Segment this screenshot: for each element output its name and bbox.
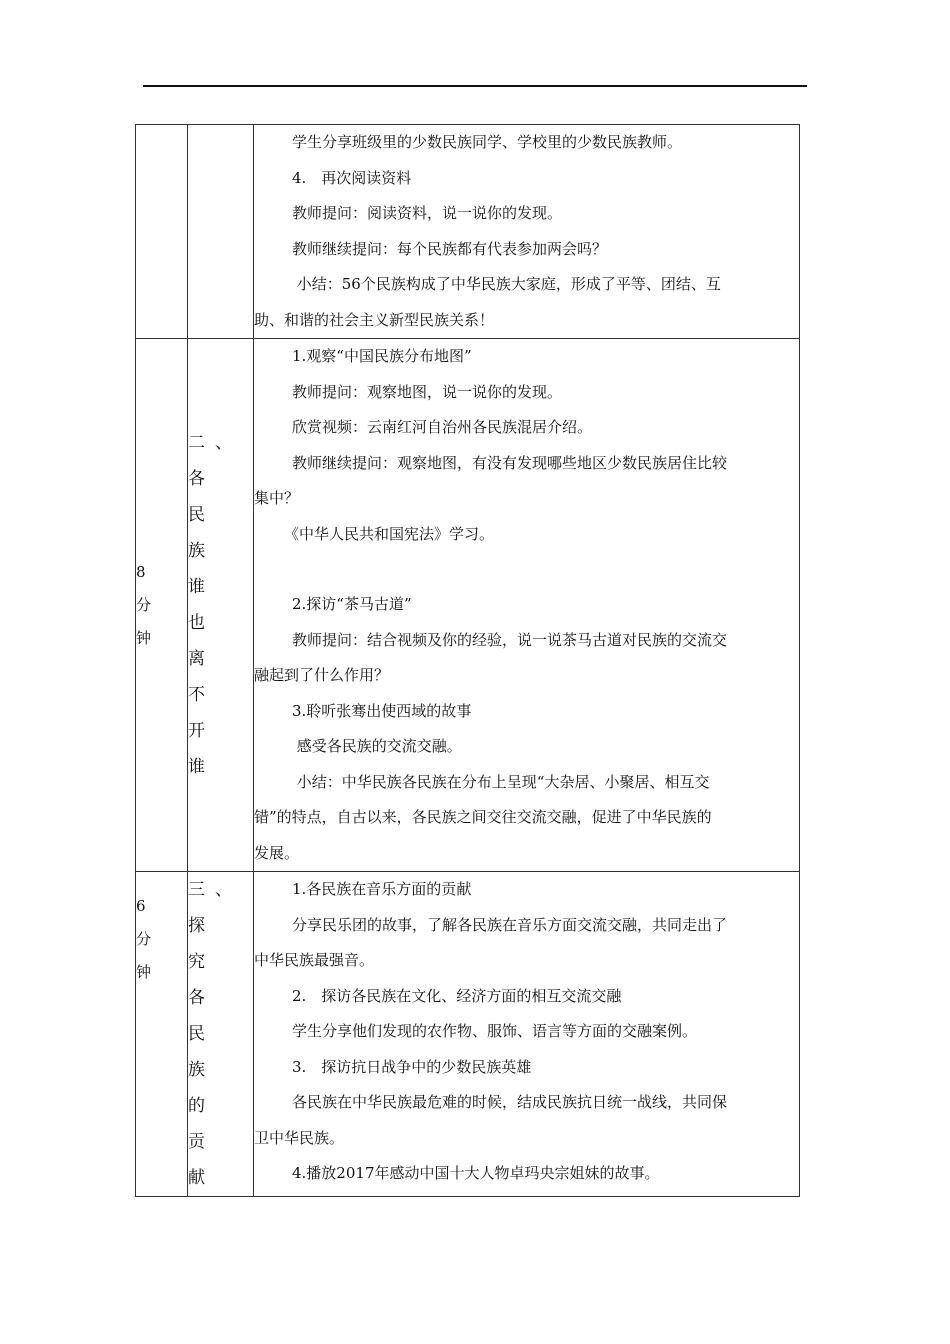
content-line: 小结：中华民族各民族在分布上呈现“大杂居、小聚居、相互交 <box>292 772 710 791</box>
content-line: 集中？ <box>254 489 300 507</box>
content-line: 教师提问：阅读资料，说一说你的发现。 <box>292 204 563 222</box>
content-cell <box>254 339 800 872</box>
content-line: 各民族在中华民族最危难的时候，结成民族抗日统一战线，共同保 <box>292 1093 728 1111</box>
content-line: 3. 探访抗日战争中的少数民族英雄 <box>292 1057 532 1076</box>
stage-label: 各 民 <box>188 988 215 1044</box>
stage-label: 谁 <box>188 757 215 777</box>
time-label: 钟 <box>136 963 160 981</box>
stage-label: 二、 <box>188 433 242 453</box>
stage-label: 三、 <box>188 880 242 900</box>
stage-label: 也 离 <box>188 613 215 669</box>
content-line: 发展。 <box>254 843 300 862</box>
content-line: 感受各民族的交流交融。 <box>292 737 462 755</box>
content-cell <box>254 872 800 1197</box>
content-line: 欣赏视频：云南红河自治州各民族混居介绍。 <box>292 418 593 436</box>
content-line: 4.播放2017年感动中国十大人物卓玛央宗姐妹的故事。 <box>292 1164 660 1182</box>
table-row <box>136 125 800 339</box>
content-line: 1.各民族在音乐方面的贡献 <box>292 880 472 898</box>
time-label: 6 分 <box>136 897 160 948</box>
content-cell <box>254 125 800 339</box>
time-cell <box>136 339 188 872</box>
content-line: 助、和谐的社会主义新型民族关系！ <box>254 310 495 329</box>
content-line: 教师继续提问：每个民族都有代表参加两会吗？ <box>292 239 608 258</box>
content-line: 融起到了什么作用？ <box>254 666 390 684</box>
lesson-plan-table <box>135 124 800 1197</box>
time-cell <box>136 125 188 339</box>
time-label: 钟 <box>136 628 160 647</box>
content-line: 3.聆听张骞出使西域的故事 <box>292 701 472 720</box>
content-line: 1.观察“中国民族分布地图” <box>292 347 472 365</box>
table-row <box>136 872 800 1197</box>
content-line: 小结：56个民族构成了中华民族大家庭，形成了平等、团结、互 <box>292 275 721 293</box>
content-line: 教师提问：观察地图，说一说你的发现。 <box>292 382 563 401</box>
content-line: 4. 再次阅读资料 <box>292 168 412 187</box>
content-line: 学生分享班级里的少数民族同学、学校里的少数民族教师。 <box>292 133 683 151</box>
header-rule <box>143 85 807 87</box>
content-line: 卫中华民族。 <box>254 1128 345 1147</box>
stage-label: 各 民 <box>188 469 215 525</box>
stage-cell <box>188 125 254 339</box>
content-line: 教师提问：结合视频及你的经验，说一说茶马古道对民族的交流交 <box>292 630 728 649</box>
content-line: 中华民族最强音。 <box>254 951 375 969</box>
content-line: 2. 探访各民族在文化、经济方面的相互交流交融 <box>292 986 622 1005</box>
content-line: 分享民乐团的故事，了解各民族在音乐方面交流交融，共同走出了 <box>292 915 728 934</box>
stage-label: 族 的 <box>188 1060 215 1116</box>
stage-cell <box>188 339 254 872</box>
content-line: 学生分享他们发现的农作物、服饰、语言等方面的交融案例。 <box>292 1022 698 1040</box>
stage-cell <box>188 872 254 1197</box>
content-line: 错”的特点，自古以来，各民族之间交往交流交融，促进了中华民族的 <box>254 808 712 826</box>
stage-label: 不 开 <box>188 685 215 741</box>
stage-label: 贡 献 <box>188 1132 215 1188</box>
time-label: 8 分 <box>136 562 160 614</box>
time-cell <box>136 872 188 1197</box>
stage-label: 探 究 <box>188 916 215 972</box>
content-line: 教师继续提问：观察地图，有没有发现哪些地区少数民族居住比较 <box>292 453 728 472</box>
table-row <box>136 339 800 872</box>
stage-label: 族 谁 <box>188 541 215 597</box>
content-line: 2.探访“茶马古道” <box>292 595 412 613</box>
blank-line <box>254 552 799 587</box>
content-line: 《中华人民共和国宪法》学习。 <box>284 524 495 543</box>
